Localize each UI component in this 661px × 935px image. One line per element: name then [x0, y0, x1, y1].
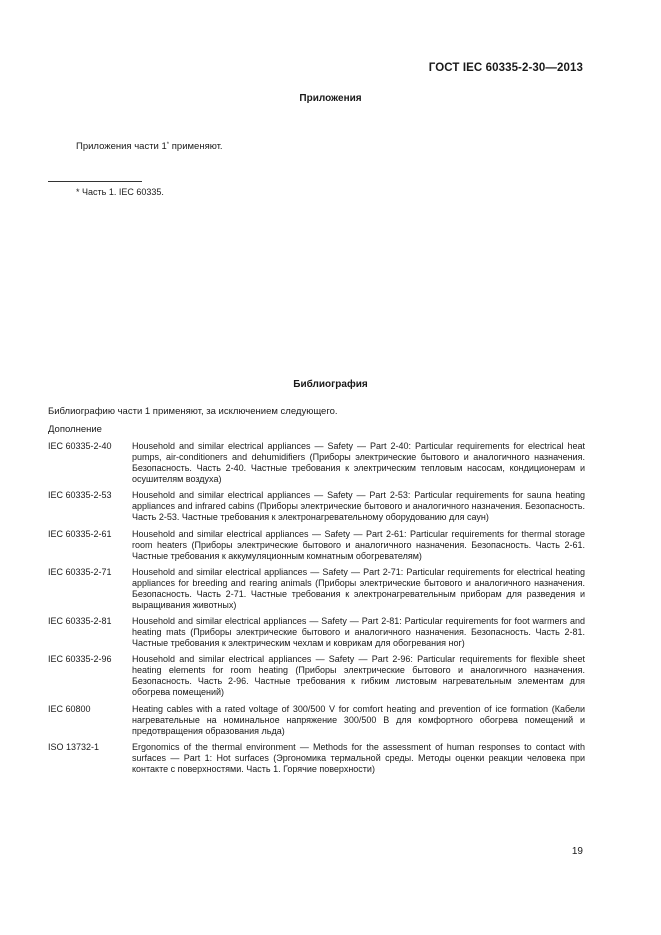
annex-text-after: применяют. [169, 141, 223, 152]
bibliography-entry [48, 742, 585, 775]
bibliography-entry [48, 441, 585, 485]
entry-text: Household and similar electrical appliances — Safety — Part 2-71: Particular requirements for electrical heating appliances for breeding and rearing animals (Приборы электрические бытового и аналогичного назначения. Безопасность. Часть 2-71. Частные требования к электронагревательным приборам для разведения и выращивания животных) [132, 566, 585, 610]
bibliography-heading: Библиография [293, 379, 368, 390]
entry-code: IEC 60335-2-71 [48, 566, 112, 577]
annex-heading: Приложения [299, 93, 362, 104]
entry-code: ISO 13732-1 [48, 742, 100, 753]
entry-code: IEC 60335-2-53 [48, 490, 112, 501]
entry-text: Household and similar electrical appliances — Safety — Part 2-81: Particular requirements for foot warmers and heating mats (Приборы электрические бытового и аналогичного назначения. Безопасность. Часть 2-81. Частные требования к электрическим чехлам и коврикам для обогревания ног) [132, 616, 585, 649]
entry-text: Household and similar electrical appliances — Safety — Part 2-96: Particular requirements for flexible sheet heating elements for room heating (Приборы электрические бытового и аналогичного назначения. Безопасность. Часть 2-96. Частные требования к гибким листовым нагревательным элементам для обогрева помещений) [132, 654, 585, 698]
entry-text: Ergonomics of the thermal environment — Methods for the assessment of human responses to contact with surfaces — Part 1: Hot surfaces (Эргономика термальной среды. Методы оценки реакции человека при контакте с поверхностями. Часть 1. Горячие поверхности) [132, 742, 585, 775]
bibliography-entry [48, 567, 585, 611]
entry-text: Household and similar electrical appliances — Safety — Part 2-61: Particular requirements for thermal storage room heaters (Приборы электрические бытового и аналогичного назначения. Безопасность. Часть 2-61. Частные требования к аккумуляционным комнатным обогревателям) [132, 528, 585, 561]
annex-text-before: Приложения части 1 [76, 141, 167, 152]
annex-paragraph [76, 141, 223, 153]
page-number: 19 [571, 846, 583, 857]
bibliography-entry [48, 704, 585, 737]
entry-text: Heating cables with a rated voltage of 300/500 V for comfort heating and prevention of ice formation (Кабели нагревательные на номинальное напряжение 300/500 В для комфортного обогрева помещений и предотвращения образования льда) [132, 703, 585, 736]
bibliography-intro: Библиографию части 1 применяют, за исключением следующего. [48, 406, 338, 417]
entry-code: IEC 60800 [48, 703, 91, 714]
standard-designation: ГОСТ IEC 60335-2-30—2013 [428, 62, 583, 74]
bibliography-addition-label: Дополнение [48, 424, 102, 435]
footnote-divider [48, 181, 142, 182]
entry-code: IEC 60335-2-81 [48, 616, 112, 627]
bibliography-list [48, 441, 585, 780]
entry-code: IEC 60335-2-61 [48, 528, 112, 539]
entry-code: IEC 60335-2-96 [48, 654, 112, 665]
bibliography-entry [48, 490, 585, 523]
entry-code: IEC 60335-2-40 [48, 441, 112, 451]
bibliography-entry [48, 616, 585, 649]
bibliography-entry [48, 529, 585, 562]
footnote-mark: * [166, 142, 170, 148]
bibliography-entry [48, 654, 585, 698]
footnote: * Часть 1. IEC 60335. [76, 187, 164, 197]
entry-text: Household and similar electrical appliances — Safety — Part 2-40: Particular requirements for electrical heat pumps, air-conditioners and dehumidifiers (Приборы электрические бытового и аналогичного назначения. Безопасность. Часть 2-40. Частные требования к электрическим тепловым насосам, кондиционерам и осушителям воздуха) [132, 441, 585, 484]
entry-text: Household and similar electrical appliances — Safety — Part 2-53: Particular requirements for sauna heating appliances and infrared cabins (Приборы электрические бытового и аналогичного назначения. Безопасность. Часть 2-53. Частные требования к электронагревательному оборудованию для саун) [132, 490, 585, 523]
